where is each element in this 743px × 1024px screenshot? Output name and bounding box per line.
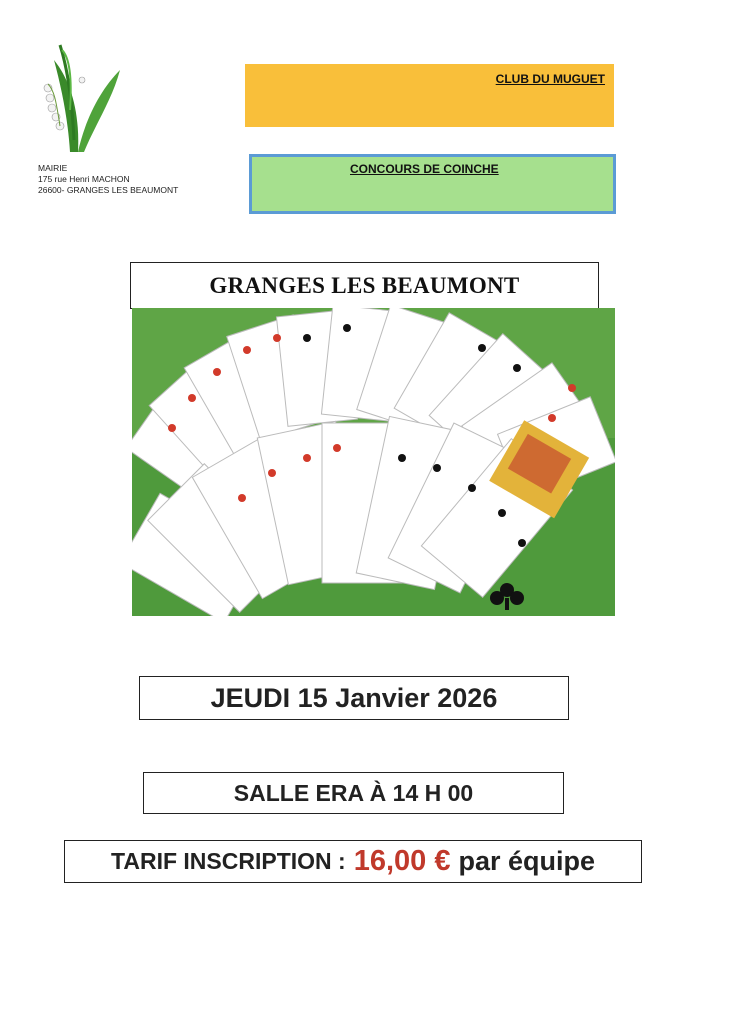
tarif-label: TARIF INSCRIPTION : <box>111 848 346 874</box>
tarif-price: 16,00 € <box>353 845 451 877</box>
address-block <box>38 163 178 196</box>
event-date: JEUDI 15 Janvier 2026 <box>210 682 498 713</box>
event-banner <box>249 154 616 214</box>
town-title: GRANGES LES BEAUMONT <box>209 272 520 298</box>
address-line-street: 175 rue Henri MACHON <box>38 174 130 184</box>
address-line-city: 26600- GRANGES LES BEAUMONT <box>38 185 179 195</box>
tarif-box <box>64 840 642 883</box>
lily-of-the-valley-icon <box>40 40 125 155</box>
tarif-suffix: par équipe <box>458 846 595 876</box>
date-box <box>139 676 569 720</box>
address-line-mairie: MAIRIE <box>38 163 68 173</box>
playing-cards-fan-icon <box>132 308 615 616</box>
club-banner <box>245 64 614 127</box>
venue-time: SALLE ERA À 14 H 00 <box>233 779 474 806</box>
event-title: CONCOURS DE COINCHE <box>350 162 499 176</box>
venue-box <box>143 772 564 814</box>
town-title-box <box>130 262 599 309</box>
club-name: CLUB DU MUGUET <box>495 72 605 86</box>
